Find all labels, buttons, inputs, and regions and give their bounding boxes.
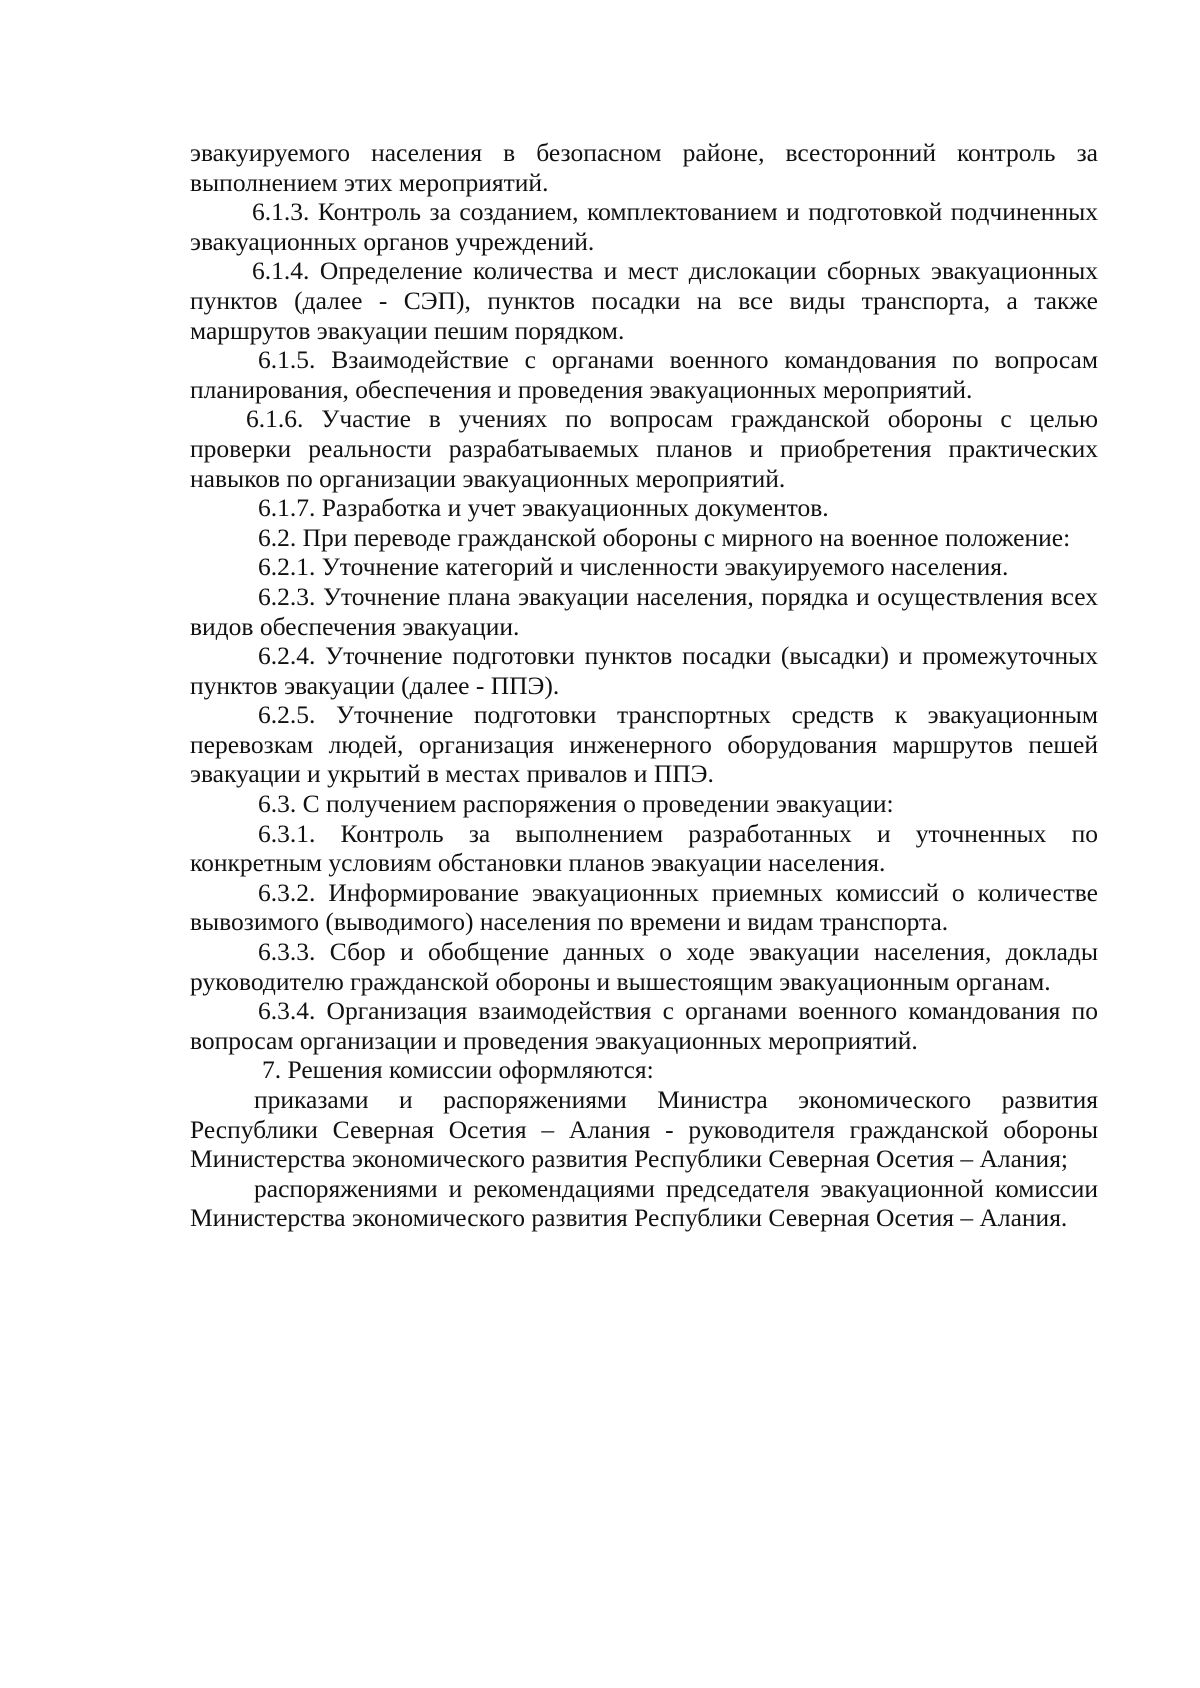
paragraph-6-1-3: 6.1.3. Контроль за созданием, комплектованием и подготовкой подчиненных эвакуационных органов учреждений. [190,197,1098,256]
paragraph-continuation: эвакуируемого населения в безопасном районе, всесторонний контроль за выполнением этих мероприятий. [190,138,1098,197]
paragraph-6-1-7: 6.1.7. Разработка и учет эвакуационных документов. [258,493,829,523]
paragraph-7: 7. Решения комиссии оформляются: [262,1055,654,1085]
paragraph-6-3-3: 6.3.3. Сбор и обобщение данных о ходе эвакуации населения, доклады руководителю гражданской обороны и вышестоящим эвакуационным органам. [190,937,1098,996]
paragraph-7-orders: приказами и распоряжениями Министра экономического развития Республики Северная Осетия – Алания - руководителя гражданской обороны Министерства экономического развития Республики Северная Осетия – Алания; [190,1085,1098,1174]
paragraph-6-1-6: 6.1.6. Участие в учениях по вопросам гражданской обороны с целью проверки реальности разрабатываемых планов и приобретения практических навыков по организации эвакуационных мероприятий. [190,404,1098,493]
paragraph-6-2-4: 6.2.4. Уточнение подготовки пунктов посадки (высадки) и промежуточных пунктов эвакуации (далее - ППЭ). [190,641,1098,700]
paragraph-6-3: 6.3. С получением распоряжения о проведении эвакуации: [258,789,894,819]
paragraph-7-recommendations: распоряжениями и рекомендациями председателя эвакуационной комиссии Министерства экономического развития Республики Северная Осетия – Алания. [190,1173,1098,1233]
paragraph-6-2: 6.2. При переводе гражданской обороны с мирного на военное положение: [258,522,1071,552]
paragraph-6-3-2: 6.3.2. Информирование эвакуационных приемных комиссий о количестве вывозимого (выводимого) населения по времени и видам транспорта. [190,877,1098,937]
document-body [190,138,1098,1233]
paragraph-6-2-3: 6.2.3. Уточнение плана эвакуации населения, порядка и осуществления всех видов обеспечения эвакуации. [190,581,1098,641]
paragraph-6-2-1: 6.2.1. Уточнение категорий и численности эвакуируемого населения. [258,552,1009,582]
paragraph-6-2-5: 6.2.5. Уточнение подготовки транспортных средств к эвакуационным перевозкам людей, организация инженерного оборудования маршрутов пешей эвакуации и укрытий в местах привалов и ППЭ. [190,700,1098,789]
paragraph-6-1-5: 6.1.5. Взаимодействие с органами военного командования по вопросам планирования, обеспечения и проведения эвакуационных мероприятий. [190,345,1098,404]
paragraph-6-1-4: 6.1.4. Определение количества и мест дислокации сборных эвакуационных пунктов (далее - СЭП), пунктов посадки на все виды транспорта, а также маршрутов эвакуации пешим порядком. [190,256,1098,345]
paragraph-6-3-1: 6.3.1. Контроль за выполнением разработанных и уточненных по конкретным условиям обстановки планов эвакуации населения. [190,818,1098,878]
paragraph-6-3-4: 6.3.4. Организация взаимодействия с органами военного командования по вопросам организации и проведения эвакуационных мероприятий. [190,996,1098,1055]
